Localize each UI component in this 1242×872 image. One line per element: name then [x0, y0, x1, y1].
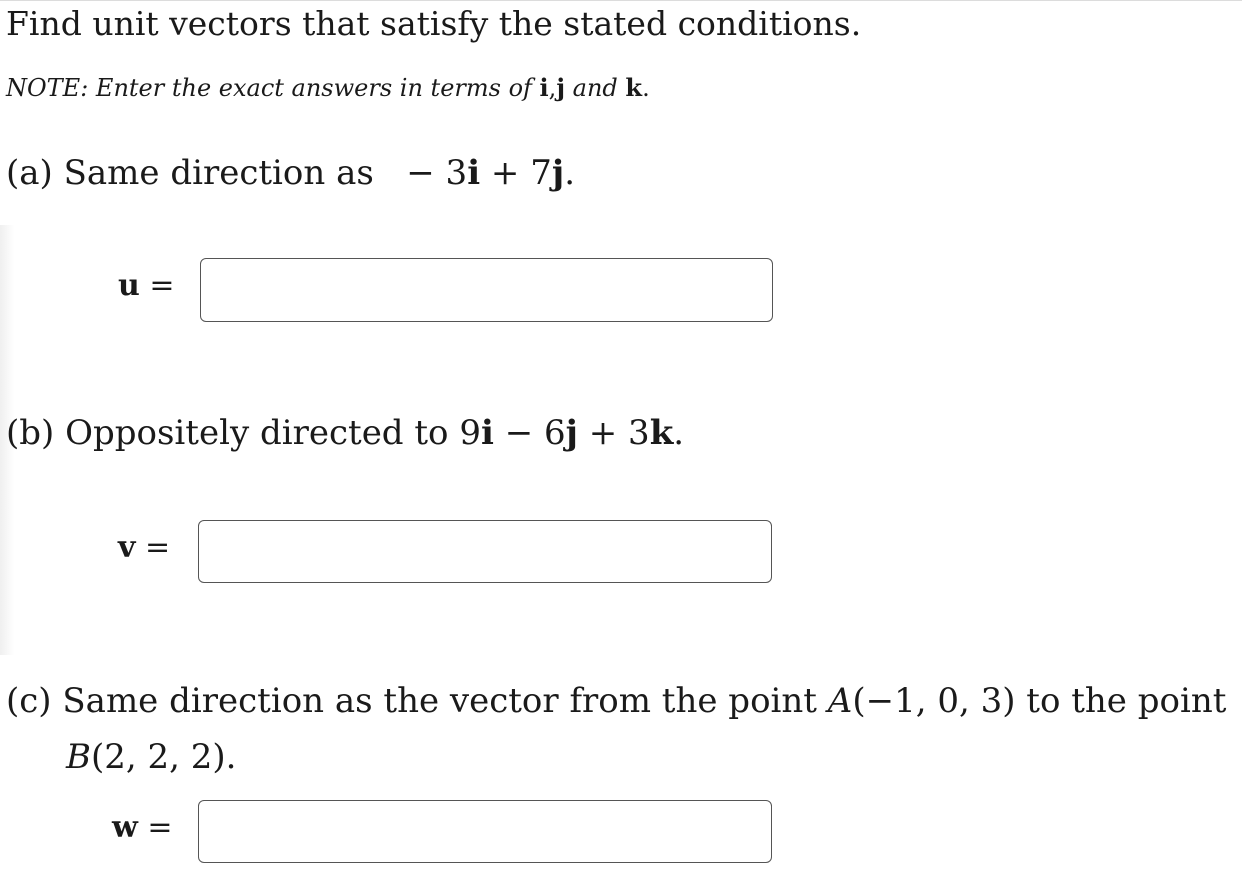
part-a-term1: − 3	[406, 153, 468, 193]
note-lead: NOTE: Enter the exact answers in terms of	[6, 74, 532, 102]
part-c-point-a-coords: (−1, 0, 3)	[852, 681, 1016, 721]
note-k: k	[625, 73, 643, 102]
answer-v-equals: =	[135, 530, 171, 565]
answer-v-symbol: v	[118, 530, 136, 565]
part-b-vec-k: k	[649, 413, 674, 453]
part-b-end: .	[673, 413, 685, 453]
answer-u-symbol: u	[118, 268, 140, 303]
part-b-vec-i: i	[480, 413, 494, 453]
part-a-vec-i: i	[467, 153, 481, 193]
part-a-question	[6, 150, 575, 196]
part-a-prefix: (a) Same direction as	[6, 153, 374, 193]
answer-w-symbol: w	[112, 810, 138, 845]
part-b-term2: + 3	[577, 413, 650, 453]
note-and: and	[572, 74, 618, 102]
answer-v-input[interactable]	[198, 520, 772, 583]
note-j: j	[556, 73, 565, 102]
note-i: i	[539, 73, 549, 102]
part-a-end: .	[564, 153, 575, 193]
part-c-text1: (c) Same direction as the vector from the point	[6, 681, 828, 721]
note-period: .	[642, 74, 650, 102]
part-c-end: .	[225, 737, 237, 777]
top-divider	[0, 0, 1242, 1]
part-b-question	[6, 410, 684, 456]
part-b-vec-j: j	[565, 413, 578, 453]
part-b-prefix: (b) Oppositely directed to 9	[6, 413, 481, 453]
note	[6, 70, 650, 106]
part-c-point-b-coords: (2, 2, 2)	[91, 737, 226, 777]
part-a-vec-j: j	[551, 153, 565, 193]
part-c-point-b-name: B	[66, 737, 91, 777]
part-b-term1: − 6	[493, 413, 566, 453]
answer-v-label	[118, 528, 170, 568]
answer-w-input[interactable]	[198, 800, 772, 863]
part-c-text2: to the point	[1015, 681, 1227, 721]
part-c-question-line1	[6, 678, 1226, 724]
answer-u-input[interactable]	[200, 258, 773, 322]
instructions: Find unit vectors that satisfy the stated conditions.	[6, 4, 862, 43]
part-c-question-line2	[66, 734, 236, 780]
answer-u-equals: =	[139, 268, 175, 303]
note-comma: ,	[548, 74, 557, 102]
part-c-point-a-name: A	[827, 681, 853, 721]
answer-w-equals: =	[137, 810, 173, 845]
answer-u-label	[118, 266, 175, 306]
part-a-term2: + 7	[480, 153, 552, 193]
answer-w-label	[112, 808, 173, 848]
